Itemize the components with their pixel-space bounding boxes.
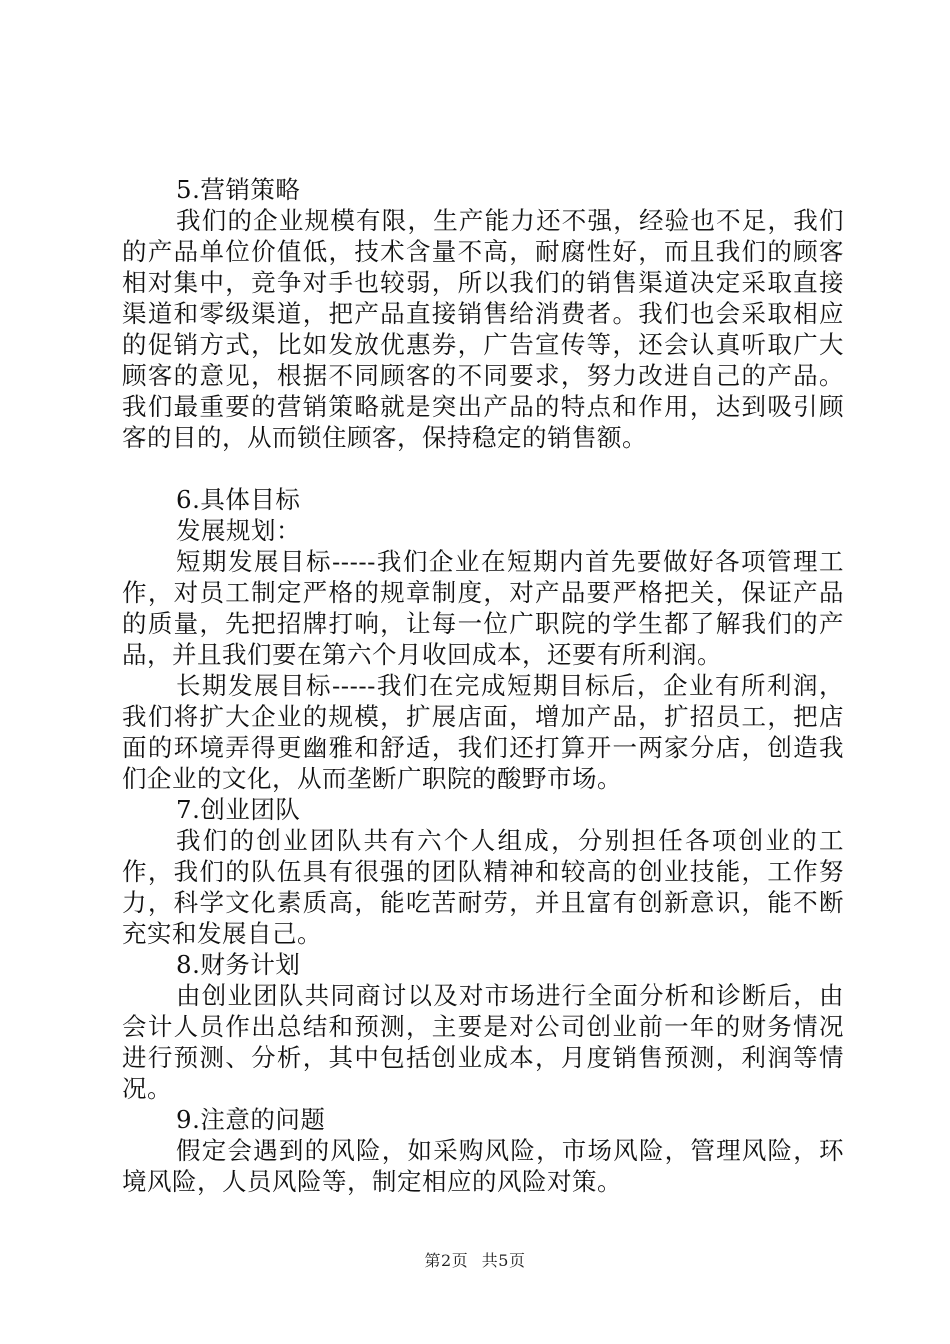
section-heading-finance: 8.财务计划 (176, 950, 301, 979)
section-heading-team: 7.创业团队 (176, 795, 301, 824)
section-heading-marketing: 5.营销策略 (176, 175, 301, 204)
paragraph-long-term-goal: 长期发展目标-----我们在完成短期目标后，企业有所利润，我们将扩大企业的规模，扩展店面，增加产品，扩招员工，把店面的环境弄得更幽雅和舒适，我们还打算开一两家分店，创造我们企业的文化，从而垄断广职院的酸野市场。 (122, 671, 844, 793)
subheading-development-plan: 发展规划： (176, 516, 301, 545)
page-total: 共5页 (481, 1251, 526, 1270)
section-heading-issues: 9.注意的问题 (176, 1105, 326, 1134)
page-footer (0, 1248, 950, 1271)
paragraph-short-term-goal: 短期发展目标-----我们企业在短期内首先要做好各项管理工作，对员工制定严格的规章制度，对产品要严格把关，保证产品的质量，先把招牌打响，让每一位广职院的学生都了解我们的产品，并且我们要在第六个月收回成本，还要有所利润。 (122, 547, 844, 669)
page-number: 第2页 (424, 1251, 469, 1270)
document-body (122, 174, 844, 1197)
paragraph-team: 我们的创业团队共有六个人组成，分别担任各项创业的工作，我们的队伍具有很强的团队精神和较高的创业技能，工作努力，科学文化素质高，能吃苦耐劳，并且富有创新意识，能不断充实和发展自己。 (122, 826, 844, 948)
section-heading-goals: 6.具体目标 (176, 485, 301, 514)
paragraph-issues: 假定会遇到的风险，如采购风险，市场风险，管理风险，环境风险，人员风险等，制定相应的风险对策。 (122, 1136, 844, 1196)
paragraph-finance: 由创业团队共同商讨以及对市场进行全面分析和诊断后，由会计人员作出总结和预测，主要是对公司创业前一年的财务情况进行预测、分析，其中包括创业成本，月度销售预测，利润等情况。 (122, 981, 844, 1103)
paragraph-marketing: 我们的企业规模有限，生产能力还不强，经验也不足，我们的产品单位价值低，技术含量不高，耐腐性好，而且我们的顾客相对集中，竞争对手也较弱，所以我们的销售渠道决定采取直接渠道和零级渠道，把产品直接销售给消费者。我们也会采取相应的促销方式，比如发放优惠券，广告宣传等，还会认真听取广大顾客的意见，根据不同顾客的不同要求，努力改进自己的产品。我们最重要的营销策略就是突出产品的特点和作用，达到吸引顾客的目的，从而锁住顾客，保持稳定的销售额。 (122, 206, 844, 452)
section-spacer (122, 453, 844, 484)
